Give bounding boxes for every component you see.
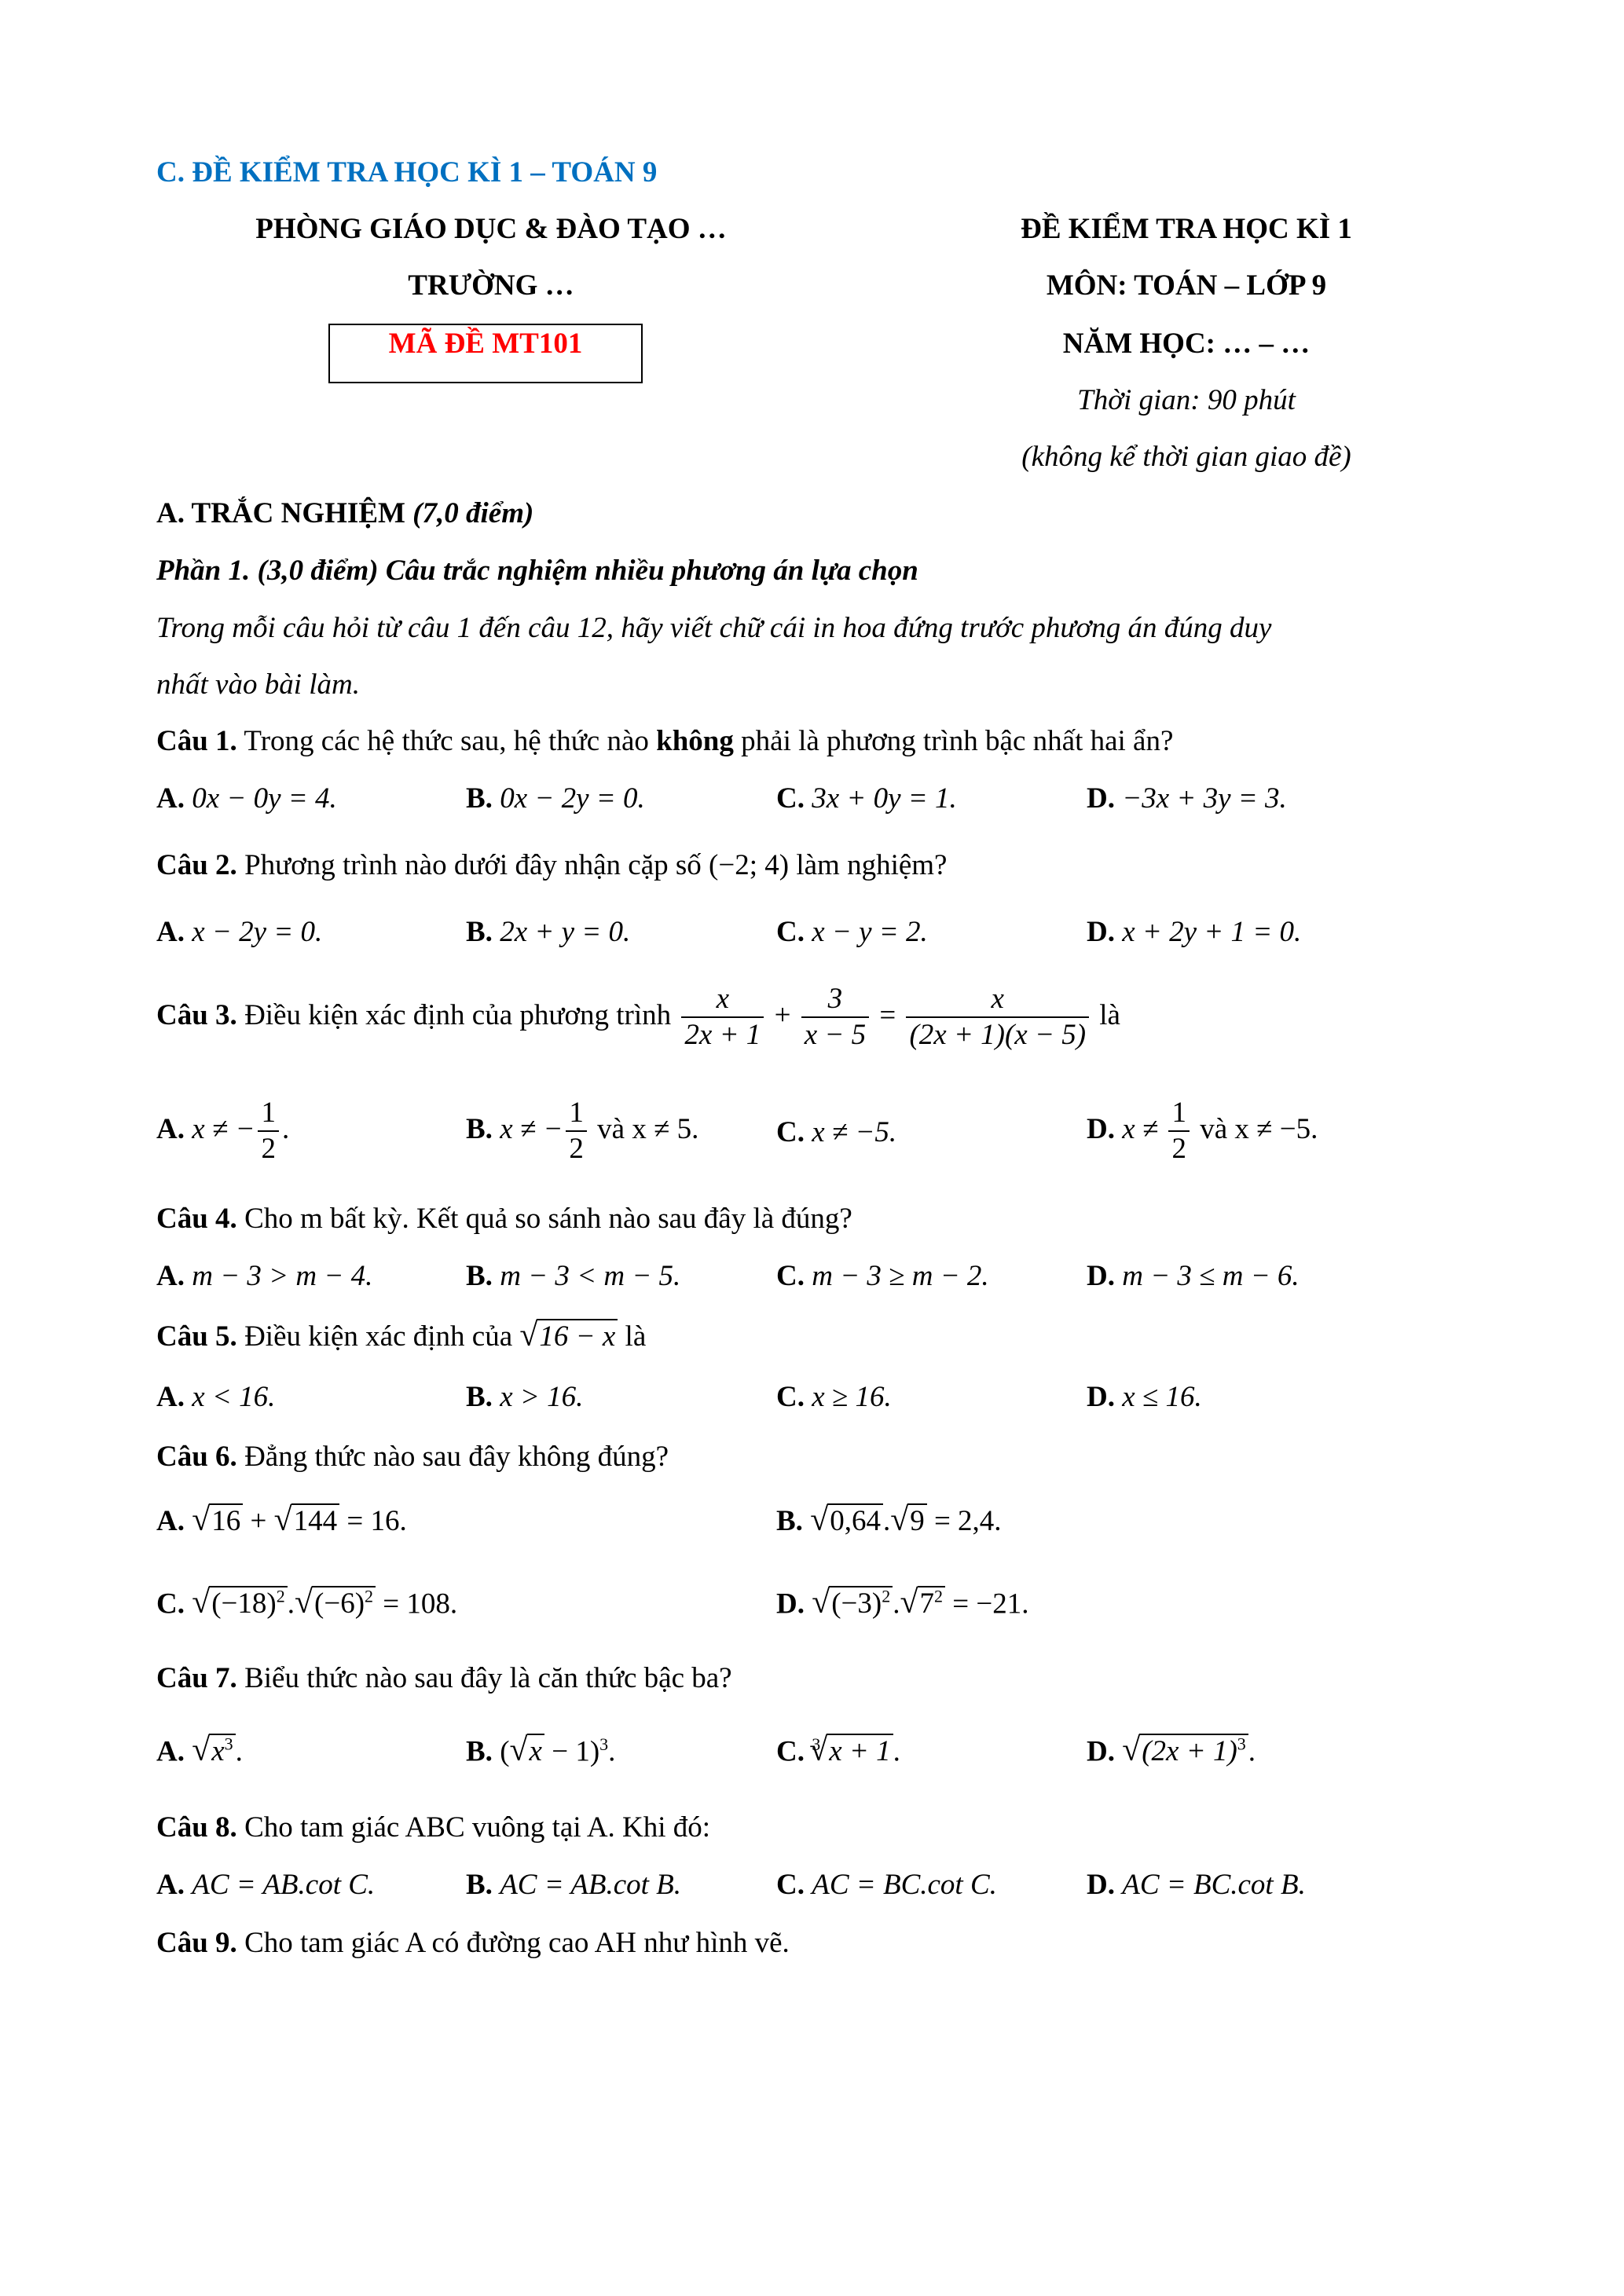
option-content: x > 16. (500, 1381, 584, 1413)
option-content: 0x − 0y = 4. (192, 782, 337, 815)
question-label: Câu 2. (156, 849, 237, 881)
option-letter: B. (466, 1112, 493, 1145)
option-content: x ≠ (1122, 1112, 1166, 1145)
school-name: TRƯỜNG … (408, 269, 574, 302)
option-content: = 16. (339, 1505, 407, 1537)
denominator: x − 5 (804, 1019, 867, 1052)
radicand: 16 − x (537, 1319, 618, 1353)
exponent: 2 (365, 1587, 374, 1606)
option-letter: D. (1087, 1869, 1115, 1901)
square-root (1122, 1734, 1248, 1768)
duration-note: (không kể thời gian giao đề) (1021, 441, 1351, 473)
square-root (510, 1734, 544, 1768)
part-a-points: (7,0 điểm) (412, 497, 534, 529)
question-3 (156, 982, 1120, 1053)
question-text: Điều kiện xác định của phương trình (244, 998, 672, 1031)
option-c (776, 1380, 892, 1414)
option-b (466, 1096, 698, 1167)
option-content: AC = AB.cot C. (192, 1869, 376, 1901)
school-year: NĂM HỌC: … – … (1062, 328, 1311, 360)
option-d (1087, 915, 1301, 949)
denominator: 2 (569, 1133, 584, 1166)
option-content: −3x + 3y = 3. (1122, 782, 1287, 815)
option-letter: A. (156, 1112, 185, 1145)
option-c (776, 782, 957, 815)
option-letter: A. (156, 916, 185, 948)
numerator: x (681, 982, 764, 1018)
question-text: Cho tam giác ABC vuông tại A. Khi đó: (244, 1811, 711, 1844)
fraction (801, 982, 869, 1053)
option-c (776, 1734, 900, 1768)
square-root (274, 1504, 340, 1538)
exponent: 2 (882, 1587, 891, 1606)
cube-root (809, 1734, 893, 1768)
numerator: 3 (801, 982, 869, 1018)
option-letter: B. (466, 1381, 493, 1413)
option-content: m − 3 ≥ m − 2. (812, 1260, 989, 1292)
square-root (192, 1504, 243, 1538)
instruction-line2: nhất vào bài làm. (156, 668, 360, 701)
radicand: 9 (907, 1503, 927, 1537)
square-root (890, 1504, 927, 1538)
exam-duration: Thời gian: 90 phút (1077, 384, 1296, 416)
option-content: AC = BC.cot B. (1122, 1869, 1306, 1901)
question-1 (156, 724, 1173, 758)
question-6 (156, 1440, 669, 1474)
option-b (466, 782, 645, 815)
question-text: Phương trình nào dưới đây nhận cặp số (−2; 4) làm nghiệm? (244, 849, 948, 881)
question-text: phải là phương trình bậc nhất hai ẩn? (741, 725, 1174, 757)
question-5 (156, 1320, 646, 1353)
numerator: 1 (566, 1096, 587, 1132)
question-7 (156, 1661, 732, 1695)
question-text: là (1099, 998, 1120, 1031)
plus-sign: + (774, 998, 791, 1031)
option-c (776, 1259, 989, 1293)
question-text: là (625, 1320, 647, 1353)
operator: + (243, 1505, 274, 1537)
option-letter: A. (156, 782, 185, 815)
option-letter: C. (776, 1381, 805, 1413)
fraction (906, 982, 1089, 1053)
option-letter: B. (776, 1505, 803, 1537)
option-d (1087, 782, 1287, 815)
option-content: m − 3 ≤ m − 6. (1122, 1260, 1300, 1292)
option-letter: B. (466, 916, 493, 948)
square-root (192, 1734, 235, 1768)
square-root (519, 1320, 618, 1353)
option-d (1087, 1734, 1256, 1768)
option-content: x < 16. (192, 1381, 276, 1413)
denominator: 2 (1171, 1133, 1186, 1166)
radicand: (2x + 1) (1142, 1735, 1237, 1768)
question-label: Câu 7. (156, 1662, 237, 1694)
exponent: 3 (224, 1734, 233, 1754)
option-letter: C. (776, 1260, 805, 1292)
option-content: . (608, 1735, 616, 1768)
question-9 (156, 1926, 790, 1960)
exponent: 2 (276, 1587, 285, 1606)
question-label: Câu 6. (156, 1441, 237, 1473)
option-content: . (893, 1735, 900, 1768)
root-index: 3 (812, 1734, 821, 1754)
option-letter: A. (156, 1869, 185, 1901)
option-d (1087, 1096, 1318, 1167)
option-letter: B. (466, 1869, 493, 1901)
question-label: Câu 8. (156, 1811, 237, 1844)
option-letter: C. (776, 1116, 805, 1148)
option-letter: A. (156, 1505, 185, 1537)
radicand: 7 (919, 1587, 934, 1620)
operator: . (893, 1587, 900, 1620)
square-root (812, 1587, 893, 1620)
question-label: Câu 3. (156, 998, 237, 1031)
option-letter: A. (156, 1381, 185, 1413)
option-content: và x ≠ −5. (1192, 1112, 1318, 1145)
radicand: x (211, 1735, 225, 1768)
instruction-line1: Trong mỗi câu hỏi từ câu 1 đến câu 12, hãy viết chữ cái in hoa đứng trước phương án đúng duy (156, 612, 1272, 644)
option-content: x ≥ 16. (812, 1381, 892, 1413)
option-b (466, 1734, 615, 1768)
option-content: − 1) (544, 1735, 600, 1768)
question-text: Điều kiện xác định của (244, 1320, 513, 1353)
question-text: Biểu thức nào sau đây là căn thức bậc ba? (244, 1662, 732, 1694)
square-root (900, 1587, 946, 1620)
radicand: x (527, 1734, 544, 1767)
option-letter: D. (776, 1587, 805, 1620)
equals-sign: = (879, 998, 896, 1031)
question-8 (156, 1811, 710, 1844)
option-b (776, 1504, 1002, 1538)
question-emphasis: không (656, 725, 734, 757)
option-b (466, 1380, 583, 1414)
option-content: = −21. (945, 1587, 1029, 1620)
option-letter: B. (466, 782, 493, 815)
exam-title: ĐỀ KIỂM TRA HỌC KÌ 1 (1021, 213, 1352, 245)
fraction (258, 1096, 279, 1167)
question-label: Câu 9. (156, 1927, 237, 1959)
option-content: . (281, 1112, 290, 1145)
option-d (1087, 1868, 1306, 1902)
exam-subject: MÔN: TOÁN – LỚP 9 (1046, 269, 1327, 302)
option-letter: C. (776, 916, 805, 948)
option-content: m − 3 > m − 4. (192, 1260, 373, 1292)
option-content: x ≤ 16. (1122, 1381, 1202, 1413)
option-letter: D. (1087, 1735, 1115, 1768)
option-letter: D. (1087, 1260, 1115, 1292)
option-content: = 108. (376, 1587, 458, 1620)
option-content: x + 2y + 1 = 0. (1122, 916, 1302, 948)
option-c (776, 1868, 997, 1902)
option-c (776, 915, 928, 949)
option-a (156, 1259, 372, 1293)
option-letter: B. (466, 1735, 493, 1768)
option-b (466, 1259, 680, 1293)
denominator: (2x + 1)(x − 5) (909, 1019, 1087, 1052)
denominator: 2x + 1 (684, 1019, 761, 1052)
square-root (810, 1504, 883, 1538)
operator: . (882, 1505, 891, 1537)
open-paren: ( (500, 1735, 510, 1768)
question-label: Câu 5. (156, 1320, 237, 1353)
option-d (1087, 1380, 1202, 1414)
option-letter: D. (1087, 916, 1115, 948)
fraction (566, 1096, 587, 1167)
option-content: x ≠ − (192, 1112, 255, 1145)
question-text: Cho tam giác A có đường cao AH như hình vẽ. (244, 1927, 790, 1959)
option-c (156, 1587, 457, 1620)
option-content: . (1248, 1735, 1256, 1768)
option-letter: A. (156, 1260, 185, 1292)
option-letter: C. (776, 1869, 805, 1901)
option-letter: C. (776, 1735, 805, 1768)
option-letter: D. (1087, 1112, 1115, 1145)
numerator: 1 (1168, 1096, 1190, 1132)
question-4 (156, 1202, 852, 1236)
question-2 (156, 848, 947, 882)
radicand: (−3) (831, 1587, 882, 1620)
option-a (156, 1504, 407, 1538)
part-a-title: A. TRẮC NGHIỆM (156, 497, 405, 529)
option-content: 2x + y = 0. (500, 916, 631, 948)
question-text: Trong các hệ thức sau, hệ thức nào (244, 725, 649, 757)
option-d (776, 1587, 1028, 1620)
option-letter: D. (1087, 782, 1115, 815)
option-letter: B. (466, 1260, 493, 1292)
part-a-heading (156, 496, 533, 530)
radicand: 144 (291, 1503, 340, 1537)
square-root (295, 1587, 376, 1620)
option-letter: C. (156, 1587, 185, 1620)
option-a (156, 1380, 275, 1414)
section-title: C. ĐỀ KIỂM TRA HỌC KÌ 1 – TOÁN 9 (156, 156, 658, 189)
question-label: Câu 1. (156, 725, 237, 757)
option-a (156, 1868, 375, 1902)
question-label: Câu 4. (156, 1203, 237, 1235)
radicand: (−6) (314, 1587, 365, 1620)
option-letter: D. (1087, 1381, 1115, 1413)
option-content: 0x − 2y = 0. (500, 782, 645, 815)
radicand: x + 1 (827, 1734, 893, 1767)
option-content: = 2,4. (926, 1505, 1002, 1537)
radicand: 0,64 (827, 1503, 883, 1537)
option-b (466, 1868, 681, 1902)
option-a (156, 1096, 289, 1167)
option-letter: A. (156, 1735, 185, 1768)
option-content: x − 2y = 0. (192, 916, 323, 948)
option-c (776, 1115, 896, 1149)
part1-title: Phần 1. (3,0 điểm) Câu trắc nghiệm nhiều phương án lựa chọn (156, 555, 918, 587)
option-a (156, 782, 337, 815)
option-content: . (235, 1735, 243, 1768)
exam-code: MÃ ĐỀ MT101 (388, 328, 583, 360)
fraction (681, 982, 764, 1053)
operator: . (287, 1587, 295, 1620)
exponent: 2 (934, 1587, 943, 1606)
radicand: (−18) (211, 1587, 277, 1620)
option-d (1087, 1259, 1300, 1293)
radicand: 16 (209, 1503, 243, 1537)
square-root (192, 1587, 288, 1620)
question-text: Đẳng thức nào sau đây không đúng? (244, 1441, 669, 1473)
denominator: 2 (261, 1133, 276, 1166)
option-content: AC = AB.cot B. (500, 1869, 682, 1901)
option-content: x ≠ −5. (812, 1116, 897, 1148)
option-content: AC = BC.cot C. (812, 1869, 997, 1901)
option-a (156, 1734, 243, 1768)
option-b (466, 915, 630, 949)
option-content: x ≠ − (500, 1112, 563, 1145)
option-content: và x ≠ 5. (589, 1112, 699, 1145)
option-letter: C. (776, 782, 805, 815)
fraction (1168, 1096, 1190, 1167)
numerator: x (906, 982, 1089, 1018)
question-text: Cho m bất kỳ. Kết quả so sánh nào sau đây là đúng? (244, 1203, 852, 1235)
exponent: 3 (1237, 1734, 1246, 1754)
department-name: PHÒNG GIÁO DỤC & ĐÀO TẠO … (255, 213, 727, 245)
option-content: 3x + 0y = 1. (812, 782, 957, 815)
option-a (156, 915, 322, 949)
option-content: m − 3 < m − 5. (500, 1260, 681, 1292)
exponent: 3 (599, 1734, 609, 1754)
numerator: 1 (258, 1096, 279, 1132)
option-content: x − y = 2. (812, 916, 928, 948)
